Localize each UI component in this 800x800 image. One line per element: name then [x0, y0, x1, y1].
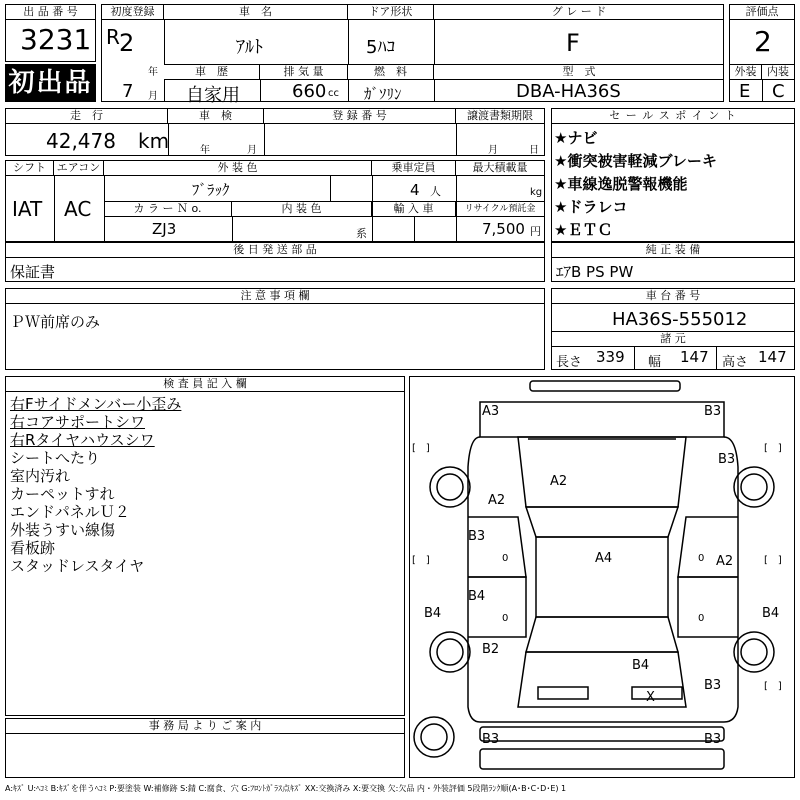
sales-point-item: ★ナビ — [554, 129, 598, 147]
fuel-label: 燃 料 — [348, 65, 434, 80]
history: 自家用 — [186, 85, 240, 106]
body-outline — [468, 437, 738, 722]
caution: ＰＷ前席のみ — [10, 313, 101, 331]
mark-roof: A4 — [595, 551, 613, 566]
interior-color-unit: 系 — [356, 227, 367, 240]
import-label: 輸 入 車 — [372, 202, 456, 217]
chassis-box — [551, 288, 795, 370]
legend: A:ｷｽﾞ U:ﾍｺﾐ B:ｷｽﾞを伴うﾍｺﾐ P:要塗装 W:補修跡 S:錆 C:腐食、穴 G:ﾌﾛﾝﾄｶﾞﾗｽ点ｷｽﾞ XX:交換済み X:要交換 欠:欠品 内・外装評価 5段階ﾗﾝｸ順(A･B･C･D･E) 1 — [5, 784, 567, 793]
office-notice-label: 事 務 局 よ り ご 案 内 — [6, 719, 404, 734]
later-parts-box — [5, 242, 545, 282]
chassis-number: HA36S-555012 — [612, 309, 748, 330]
inspection-label: 車 検 — [168, 109, 264, 124]
first-reg-label: 初度登録 — [102, 5, 164, 20]
capacity-unit: 人 — [430, 185, 441, 198]
mileage-label: 走 行 — [6, 109, 168, 124]
hood — [518, 437, 686, 507]
shift: IAT — [12, 197, 43, 221]
sales-point-item: ★衝突被害軽減ブレーキ — [554, 152, 717, 170]
car-name: ｱﾙﾄ — [236, 37, 263, 58]
displacement-unit: cc — [328, 88, 339, 99]
grade-label: グ レ ー ド — [434, 5, 724, 20]
mark-left-rear-quarter: B2 — [482, 642, 500, 657]
mark-rear-bumper-left: B3 — [482, 732, 500, 747]
rear-bumper — [480, 727, 724, 741]
mark-rear-bumper-right: B3 — [704, 732, 722, 747]
later-parts: 保証書 — [10, 263, 56, 281]
spec-table — [5, 160, 545, 242]
inspector-note-item: 外装うすい線傷 — [10, 521, 116, 539]
transfer-month-unit: 月 — [488, 145, 498, 156]
front-bumper — [530, 381, 680, 391]
mark-left-door-rear: B4 — [468, 589, 486, 604]
inspector-note-item: エンドパネルＵ２ — [10, 503, 130, 521]
first-listing-badge: 初出品 — [5, 64, 96, 102]
inspector-note-item: 室内汚れ — [10, 467, 71, 485]
inspector-note-item: 右Rタイヤハウスシワ — [10, 431, 155, 449]
year-unit: 年 — [148, 67, 158, 78]
mark-front-left: A3 — [482, 404, 500, 419]
bracket-left-1: [ ] — [412, 443, 430, 454]
sales-points-label: セ ー ル ス ポ イ ン ト — [552, 109, 794, 124]
mark-door-zero-1: 0 — [502, 553, 509, 564]
score: 2 — [754, 25, 772, 58]
capacity-label: 乗車定員 — [372, 161, 456, 176]
color-no: ZJ3 — [152, 220, 177, 238]
score-label: 評価点 — [730, 5, 794, 20]
rear-lamp-right — [632, 687, 682, 699]
door-type: 5ﾊｺ — [366, 37, 396, 58]
left-rear-door — [468, 577, 526, 637]
rear-lamp-left — [538, 687, 588, 699]
mark-right-rear-fender-outer: B4 — [762, 606, 780, 621]
mark-left-front-door-top: A2 — [488, 493, 506, 508]
displacement: 660 — [292, 81, 327, 102]
chassis-label: 車 台 番 号 — [552, 289, 794, 304]
recycle-label: リサイクル預託金 — [456, 202, 544, 217]
roof — [536, 537, 668, 617]
color-no-label: カ ラ ー Ｎ o. — [104, 202, 232, 217]
height: 147 — [758, 348, 787, 366]
inspection-year-unit: 年 — [200, 145, 210, 156]
transfer-deadline-label: 譲渡書類期限 — [456, 109, 544, 124]
left-front-door — [468, 517, 526, 577]
door-type-label: ドア形状 — [348, 5, 434, 20]
lot-number-box — [5, 4, 96, 62]
sales-points-list — [554, 127, 717, 242]
model-code: DBA-HA36S — [516, 81, 621, 102]
lot-number-label: 出 品 番 号 — [6, 5, 95, 20]
later-parts-label: 後 日 発 送 部 品 — [6, 243, 544, 258]
mark-front-right: B3 — [704, 404, 722, 419]
sales-point-item: ★ＥＴＣ — [554, 221, 613, 239]
sales-point-item: ★ドラレコ — [554, 198, 628, 216]
damage-diagram — [409, 376, 795, 778]
rear-glass — [526, 617, 678, 652]
exterior-color-label: 外 装 色 — [104, 161, 372, 176]
mileage: 42,478 — [46, 129, 116, 153]
caution-box — [5, 288, 545, 370]
mark-left-door-front: B3 — [468, 529, 486, 544]
equipment-box — [551, 242, 795, 282]
vehicle-info-table — [101, 4, 724, 106]
interior-color-label: 内 装 色 — [232, 202, 372, 217]
inspector-note-item: カーペットすれ — [10, 485, 115, 503]
max-load-unit: kg — [530, 187, 543, 198]
mark-left-rear-fender-outer: B4 — [424, 606, 442, 621]
mark-right-front-fender: B3 — [718, 452, 736, 467]
width-label: 幅 — [648, 355, 662, 370]
max-load-label: 最大積載量 — [456, 161, 544, 176]
bracket-right-2: [ ] — [764, 555, 782, 566]
interior-grade: C — [772, 81, 785, 102]
length: 339 — [596, 348, 625, 366]
bottom-bumper — [480, 749, 724, 769]
equipment-label: 純 正 装 備 — [552, 243, 794, 258]
inspector-note-item: 看板跡 — [10, 539, 56, 557]
exterior-grade: E — [739, 81, 751, 102]
grade: F — [566, 29, 580, 57]
recycle-unit: 円 — [530, 225, 541, 238]
history-label: 車 歴 — [164, 65, 260, 80]
front-panel — [480, 402, 724, 437]
transfer-day-unit: 日 — [529, 145, 539, 156]
score-box — [729, 4, 795, 102]
car-name-label: 車 名 — [164, 5, 348, 20]
height-label: 高さ — [722, 355, 749, 370]
inspection-month-unit: 月 — [247, 145, 257, 156]
dims-label: 諸 元 — [552, 332, 794, 347]
fuel: ｶﾞｿﾘﾝ — [364, 85, 402, 103]
shift-label: シフト — [6, 161, 54, 176]
equipment: ｴｱB PS PW — [556, 263, 634, 281]
inspector-note-item: シートへたり — [10, 449, 101, 467]
exterior-label: 外装 — [730, 65, 762, 80]
model-code-label: 型 式 — [434, 65, 724, 80]
sales-point-item: ★車線逸脱警報機能 — [554, 175, 688, 193]
mileage-inspection-table — [5, 108, 545, 156]
plate-label: 登 録 番 号 — [264, 109, 456, 124]
sales-points-box — [551, 108, 795, 242]
mark-right-rear: B3 — [704, 678, 722, 693]
inspector-notes-box — [5, 376, 405, 716]
inspector-notes-list — [10, 395, 181, 575]
displacement-label: 排 気 量 — [260, 65, 348, 80]
mark-right-door-front: A2 — [716, 554, 734, 569]
windshield — [526, 507, 678, 537]
mileage-unit: km — [138, 129, 170, 153]
mark-hood-left: A2 — [550, 474, 568, 489]
mark-door-zero-4: 0 — [698, 613, 705, 624]
reg-year: 2 — [119, 29, 135, 57]
mark-door-zero-2: 0 — [502, 613, 509, 624]
inspector-notes-label: 検 査 員 記 入 欄 — [6, 377, 404, 392]
exterior-color: ﾌﾞﾗｯｸ — [192, 181, 230, 199]
inspector-note-item: 右Fサイドメンバー小歪み — [10, 395, 182, 413]
aircon: AC — [64, 197, 92, 221]
reg-month: 7 — [122, 81, 134, 102]
caution-label: 注 意 事 項 欄 — [6, 289, 544, 304]
inspector-note-item: スタッドレスタイヤ — [10, 557, 145, 575]
month-unit: 月 — [148, 91, 158, 102]
bracket-right-3: [ ] — [764, 681, 782, 692]
interior-label: 内装 — [762, 65, 794, 80]
lot-number: 3231 — [20, 23, 92, 56]
right-rear-door — [678, 577, 738, 637]
bracket-right-1: [ ] — [764, 443, 782, 454]
car-outline-diagram — [410, 377, 794, 777]
mark-door-zero-3: 0 — [698, 553, 705, 564]
inspector-note-item: 右コアサポートシワ — [10, 413, 146, 431]
capacity: 4 — [410, 181, 420, 199]
aircon-label: エアコン — [54, 161, 104, 176]
bracket-left-2: [ ] — [412, 555, 430, 566]
mark-rear-x: X — [646, 690, 655, 705]
office-notice-box — [5, 718, 405, 778]
recycle-fee: 7,500 — [482, 220, 525, 238]
width: 147 — [680, 348, 709, 366]
mark-rear-center: B4 — [632, 658, 650, 673]
length-label: 長さ — [556, 355, 583, 370]
era: R — [106, 25, 120, 49]
